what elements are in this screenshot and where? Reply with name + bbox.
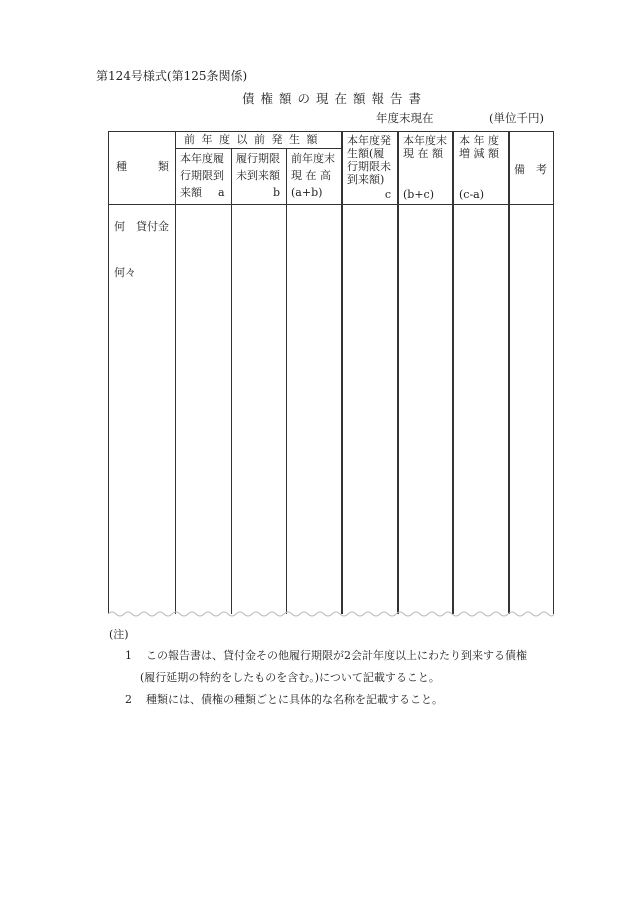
group-header-divider xyxy=(175,148,342,149)
col-c-line2: 生額(履 xyxy=(347,147,385,160)
col-line-ca-thick xyxy=(452,131,454,614)
col-b-line2: 未到来額 xyxy=(236,169,280,182)
col-c-header xyxy=(347,134,395,201)
col-ab-line1: 前年度末 xyxy=(291,152,335,165)
col-a-letter: a xyxy=(218,186,225,199)
note-2-number: 2 xyxy=(125,693,132,706)
col-b-letter: b xyxy=(272,186,280,199)
col-type-left: 種 xyxy=(116,160,127,173)
col-c-line1: 本年度発 xyxy=(347,134,391,147)
as-of-label: 年度末現在 xyxy=(376,111,434,125)
note-1-line1: この報告書は、貸付金その他履行期限が2会計年度以上にわたり到来する債権 xyxy=(146,649,527,662)
wavy-bottom-edge xyxy=(106,608,556,620)
col-a-line1: 本年度履 xyxy=(180,152,224,165)
col-b-line1: 履行期限 xyxy=(236,152,280,165)
notes-heading: (注) xyxy=(109,628,129,641)
col-a-line3 xyxy=(180,186,230,200)
col-line-c-thick xyxy=(341,131,343,614)
col-type-right: 類 xyxy=(158,160,169,173)
col-c-line3: 行期限未 xyxy=(347,160,391,173)
col-remarks-left: 備 xyxy=(514,163,525,176)
col-c-line4: 到来額) xyxy=(347,173,385,186)
row-label-etc: 何々 xyxy=(114,266,136,279)
col-ca-line2: 増 減 額 xyxy=(459,147,499,160)
row-label-loans: 貸付金 xyxy=(136,220,169,233)
col-bc-formula: (b+c) xyxy=(403,188,435,201)
col-a-header xyxy=(180,152,230,200)
col-a-line2: 行期限到 xyxy=(180,169,224,182)
table-left-border xyxy=(108,131,109,614)
group-header-prev-year: 前 年 度 以 前 発 生 額 xyxy=(184,133,319,146)
col-ca-formula: (c-a) xyxy=(459,188,485,201)
note-1-line2: (履行延期の特約をしたものを含む。)について記載すること。 xyxy=(140,671,440,684)
row-prefix-what: 何 xyxy=(114,220,125,233)
col-a-line3-text: 来額 xyxy=(180,186,202,199)
col-bc-line2: 現 在 額 xyxy=(403,147,443,160)
col-line-bc-thick xyxy=(397,131,399,614)
col-ab-line2: 現 在 高 xyxy=(291,169,331,182)
col-bc-line1: 本年度末 xyxy=(403,134,447,147)
col-ab-formula: (a+b) xyxy=(291,186,323,199)
col-line-remarks-thick xyxy=(508,131,510,614)
form-number: 第124号様式(第125条関係) xyxy=(96,69,248,83)
note-1-number: 1 xyxy=(125,649,132,662)
table-right-border xyxy=(553,131,554,614)
note-2-line1: 種類には、債権の種類ごとに具体的な名称を記載すること。 xyxy=(146,693,443,706)
col-ca-line1: 本 年 度 xyxy=(459,134,499,147)
unit-label: (単位千円) xyxy=(489,111,544,125)
col-ca-header xyxy=(459,134,507,201)
col-b-header xyxy=(236,152,284,200)
document-title: 債権額の現在額報告書 xyxy=(242,91,428,106)
col-line-a xyxy=(175,131,176,614)
col-line-b xyxy=(231,148,232,614)
col-remarks-right: 考 xyxy=(536,163,547,176)
col-bc-header xyxy=(403,134,451,201)
col-c-letter: c xyxy=(384,188,391,201)
col-ab-header xyxy=(291,152,339,200)
col-line-ab xyxy=(286,148,287,614)
